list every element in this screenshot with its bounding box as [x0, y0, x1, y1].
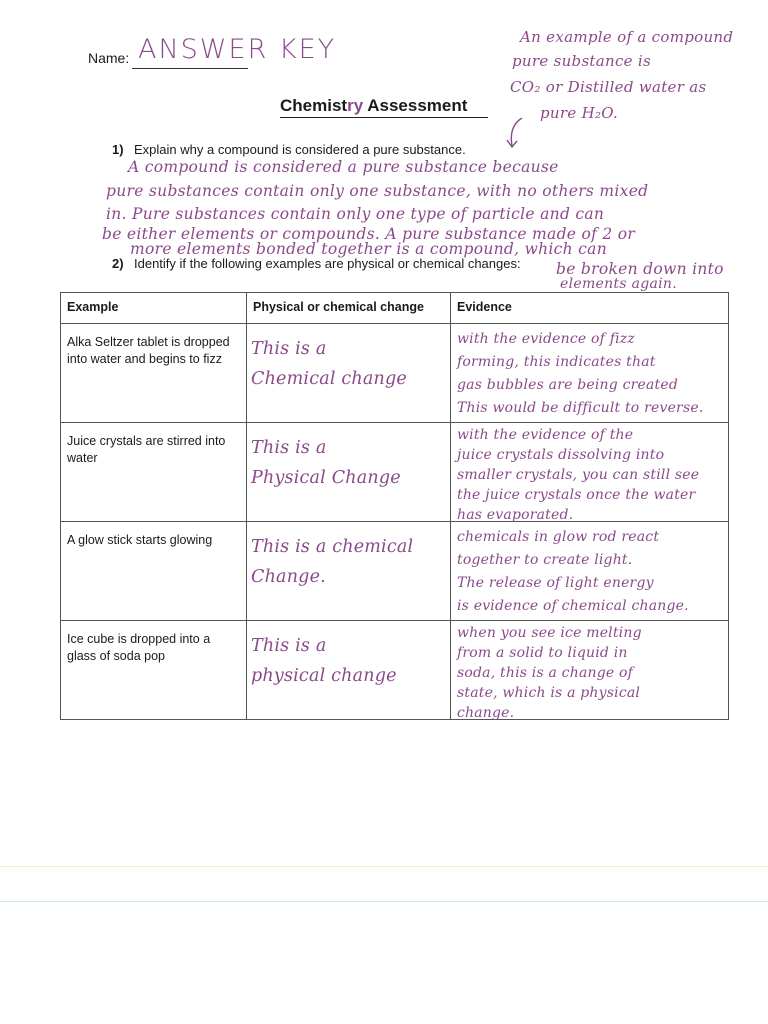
- table-header-row: [61, 293, 729, 324]
- evidence-answer: with the evidence of the juice crystals dissolving into smaller crystals, you can still see the juice crystals once the water has evaporated.: [457, 427, 700, 523]
- side-note-line: CO₂ or Distilled water as: [510, 78, 707, 96]
- change-answer: This is a Physical Change: [251, 438, 401, 488]
- example-cell: Alka Seltzer tablet is dropped into water and begins to fizz: [61, 324, 247, 423]
- name-value: ANSWER KEY: [138, 34, 337, 65]
- evidence-cell: [451, 423, 729, 522]
- table-row: [61, 522, 729, 621]
- header-evidence: Evidence: [451, 293, 729, 324]
- change-answer: This is a physical change: [251, 636, 397, 686]
- change-cell: [247, 621, 451, 720]
- change-cell: [247, 423, 451, 522]
- evidence-answer: when you see ice melting from a solid to liquid in soda, this is a change of state, which is a physical change.: [457, 625, 642, 721]
- scan-line: [0, 901, 768, 902]
- evidence-cell: [451, 621, 729, 720]
- answer-line: be broken down into: [556, 260, 724, 278]
- side-note-line: pure H₂O.: [540, 104, 619, 122]
- title-underline: [280, 117, 488, 118]
- answer-line: more elements bonded together is a compound, which can: [130, 240, 607, 258]
- change-cell: [247, 324, 451, 423]
- side-note-line: pure substance is: [512, 52, 652, 70]
- scan-line: [0, 866, 768, 867]
- question-2: 2) Identify if the following examples are physical or chemical changes:: [112, 256, 521, 271]
- table-row: [61, 423, 729, 522]
- table-row: [61, 621, 729, 720]
- question-1: 1) Explain why a compound is considered a pure substance.: [112, 142, 466, 157]
- evidence-answer: with the evidence of fizz forming, this indicates that gas bubbles are being created This would be difficult to reverse.: [457, 331, 704, 416]
- change-cell: [247, 522, 451, 621]
- changes-table: [60, 292, 729, 720]
- side-note-line: An example of a compound: [520, 28, 734, 46]
- example-cell: Ice cube is dropped into a glass of soda pop: [61, 621, 247, 720]
- answer-line: A compound is considered a pure substance because: [128, 158, 559, 176]
- header-change: Physical or chemical change: [247, 293, 451, 324]
- change-answer: This is a Chemical change: [251, 339, 407, 389]
- header-example: Example: [61, 293, 247, 324]
- answer-line: pure substances contain only one substance, with no others mixed: [106, 182, 649, 200]
- change-answer: This is a chemical Change.: [251, 537, 414, 587]
- name-label: Name:: [88, 50, 130, 66]
- name-underline: [132, 68, 248, 69]
- evidence-cell: [451, 324, 729, 423]
- example-cell: Juice crystals are stirred into water: [61, 423, 247, 522]
- answer-line: be either elements or compounds. A pure substance made of 2 or: [102, 225, 636, 243]
- answer-line: in. Pure substances contain only one type of particle and can: [106, 205, 605, 223]
- page-title: Chemistry Assessment: [280, 96, 468, 115]
- evidence-answer: chemicals in glow rod react together to create light. The release of light energy is evidence of chemical change.: [457, 529, 689, 614]
- arrow-icon: [504, 116, 528, 150]
- example-cell: A glow stick starts glowing: [61, 522, 247, 621]
- answer-line: elements again.: [560, 276, 677, 292]
- table-row: [61, 324, 729, 423]
- evidence-cell: [451, 522, 729, 621]
